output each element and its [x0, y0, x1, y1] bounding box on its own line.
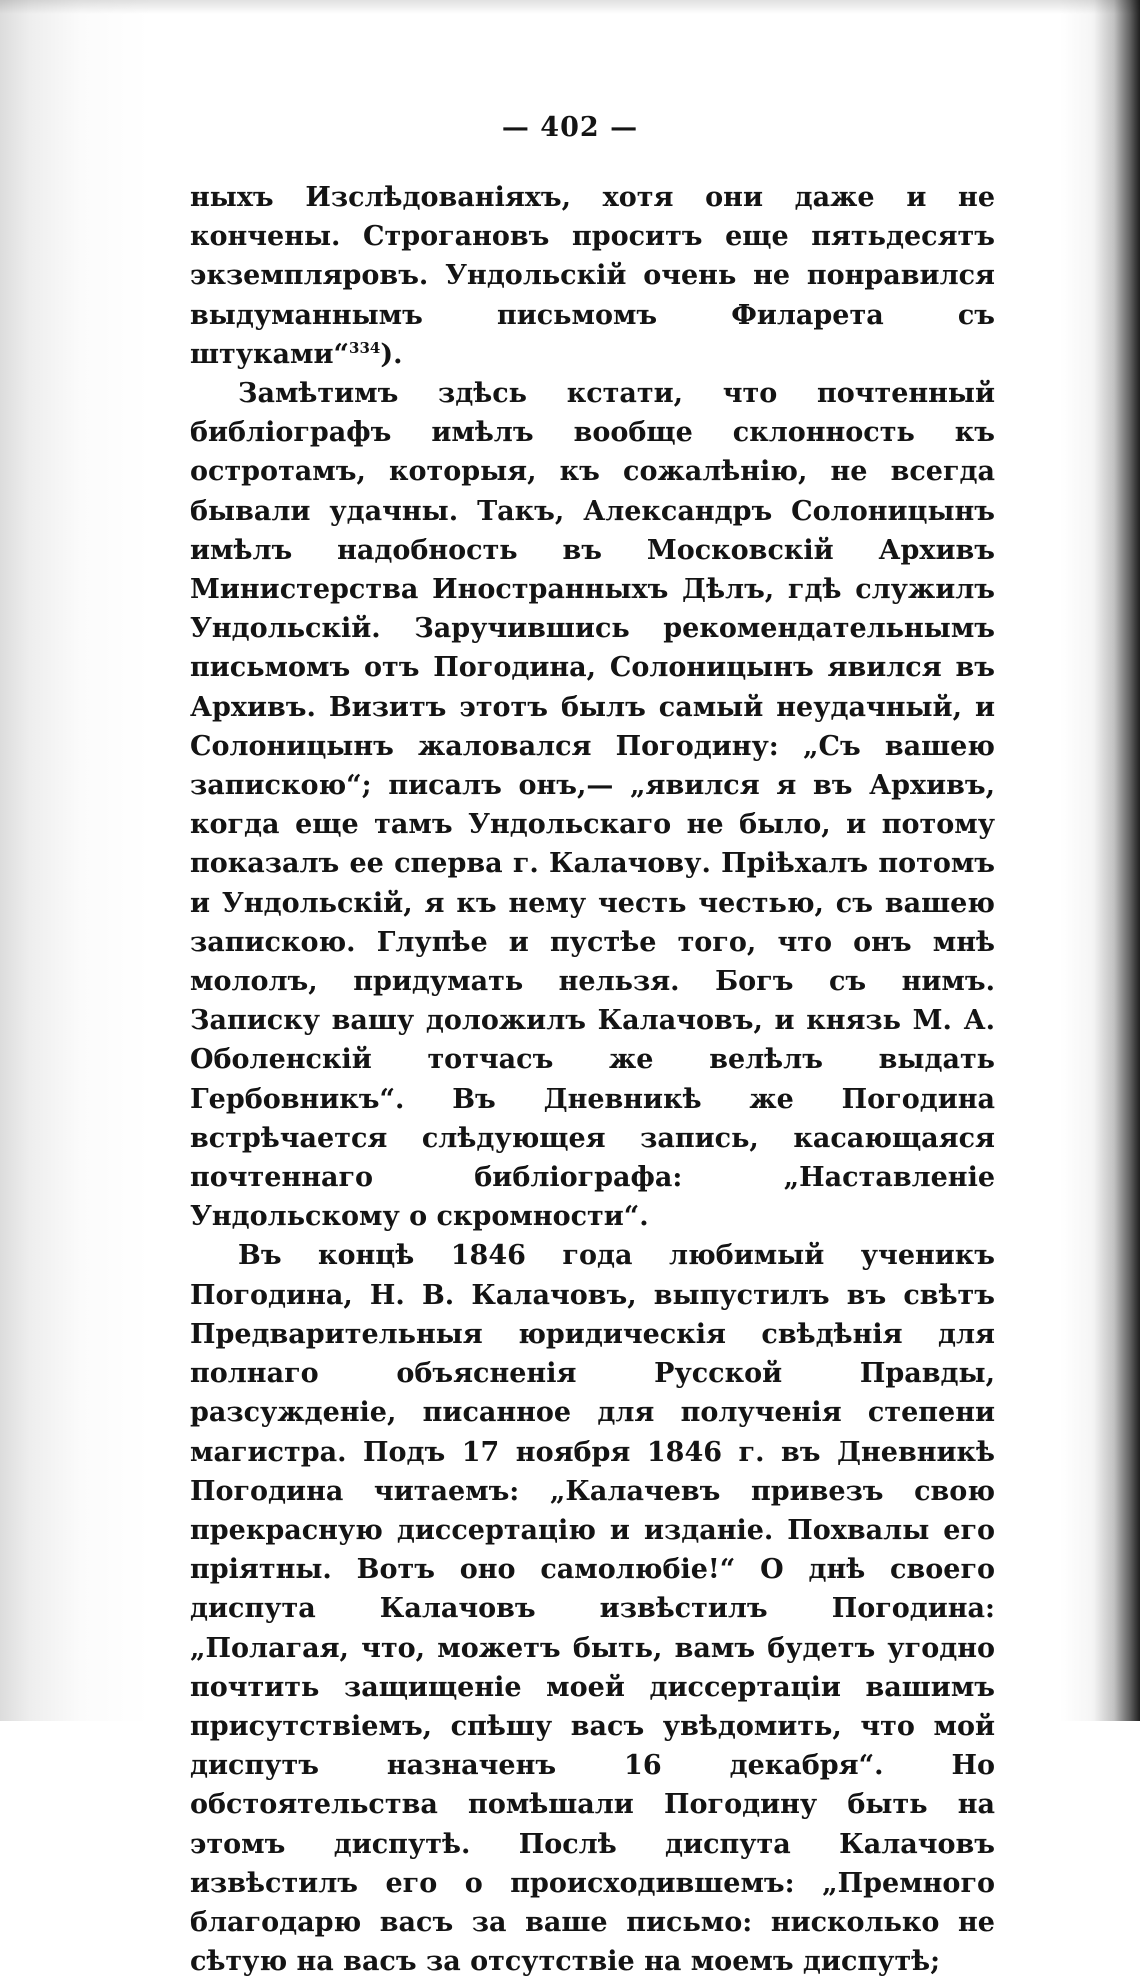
body-text: [190, 178, 995, 1981]
paragraph-1-tail: ).: [380, 338, 403, 370]
paragraph-1: [190, 178, 995, 374]
footnote-reference[interactable]: 334: [349, 338, 381, 357]
page-number: — 402 —: [501, 112, 639, 143]
paragraph-1-text: ныхъ Изслѣдованіяхъ, хотя они даже и не кончены. Строгановъ проситъ еще пятьдесятъ экземпляровъ. Ундольскій очень не понравился выдуманнымъ письмомъ Филарета съ штуками“: [190, 182, 995, 370]
page-binding-shadow: [1094, 0, 1140, 1721]
page-top-shadow: [0, 0, 1140, 14]
paragraph-3: Въ концѣ 1846 года любимый ученикъ Погодина, Н. В. Калачовъ, выпустилъ въ свѣтъ Предварительныя юридическія свѣдѣнія для полнаго объясненія Русской Правды, разсужденіе, писанное для полученія степени магистра. Подъ 17 ноября 1846 г. въ Дневникѣ Погодина читаемъ: „Калачевъ привезъ свою прекрасную диссертацію и изданіе. Похвалы его пріятны. Вотъ оно самолюбіе!“ О днѣ своего диспута Калачовъ извѣстилъ Погодина: „Полагая, что, можетъ быть, вамъ будетъ угодно почтить защищеніе моей диссертаціи вашимъ присутствіемъ, спѣшу васъ увѣдомить, что мой диспутъ назначенъ 16 декабря“. Но обстоятельства помѣшали Погодину быть на этомъ диспутѣ. Послѣ диспута Калачовъ извѣстилъ его о происходившемъ: „Премного благодарю васъ за ваше письмо: нисколько не сѣтую на васъ за отсутствіе на моемъ диспутѣ;: [190, 1240, 995, 1978]
paragraph-2: Замѣтимъ здѣсь кстати, что почтенный библіографъ имѣлъ вообще склонность къ остротамъ, которыя, къ сожалѣнію, не всегда бывали удачны. Такъ, Александръ Солоницынъ имѣлъ надобность въ Московскій Архивъ Министерства Иностранныхъ Дѣлъ, гдѣ служилъ Ундольскій. Заручившись рекомендательнымъ письмомъ отъ Погодина, Солоницынъ явился въ Архивъ. Визитъ этотъ былъ самый неудачный, и Солоницынъ жаловался Погодину: „Съ вашею запискою“; писалъ онъ,— „явился я въ Архивъ, когда еще тамъ Ундольскаго не было, и потому показалъ ее сперва г. Калачову. Пріѣхалъ потомъ и Ундольскій, я къ нему честь честью, съ вашею запискою. Глупѣе и пустѣе того, что онъ мнѣ мололъ, придумать нельзя. Богъ съ нимъ. Записку вашу доложилъ Калачовъ, и князь М. А. Оболенскій тотчасъ же велѣлъ выдать Гербовникъ“. Въ Дневникѣ же Погодина встрѣчается слѣдующея запись, касающаяся почтеннаго библіографа: „Наставленіе Ундольскому о скромности“.: [190, 378, 995, 1233]
